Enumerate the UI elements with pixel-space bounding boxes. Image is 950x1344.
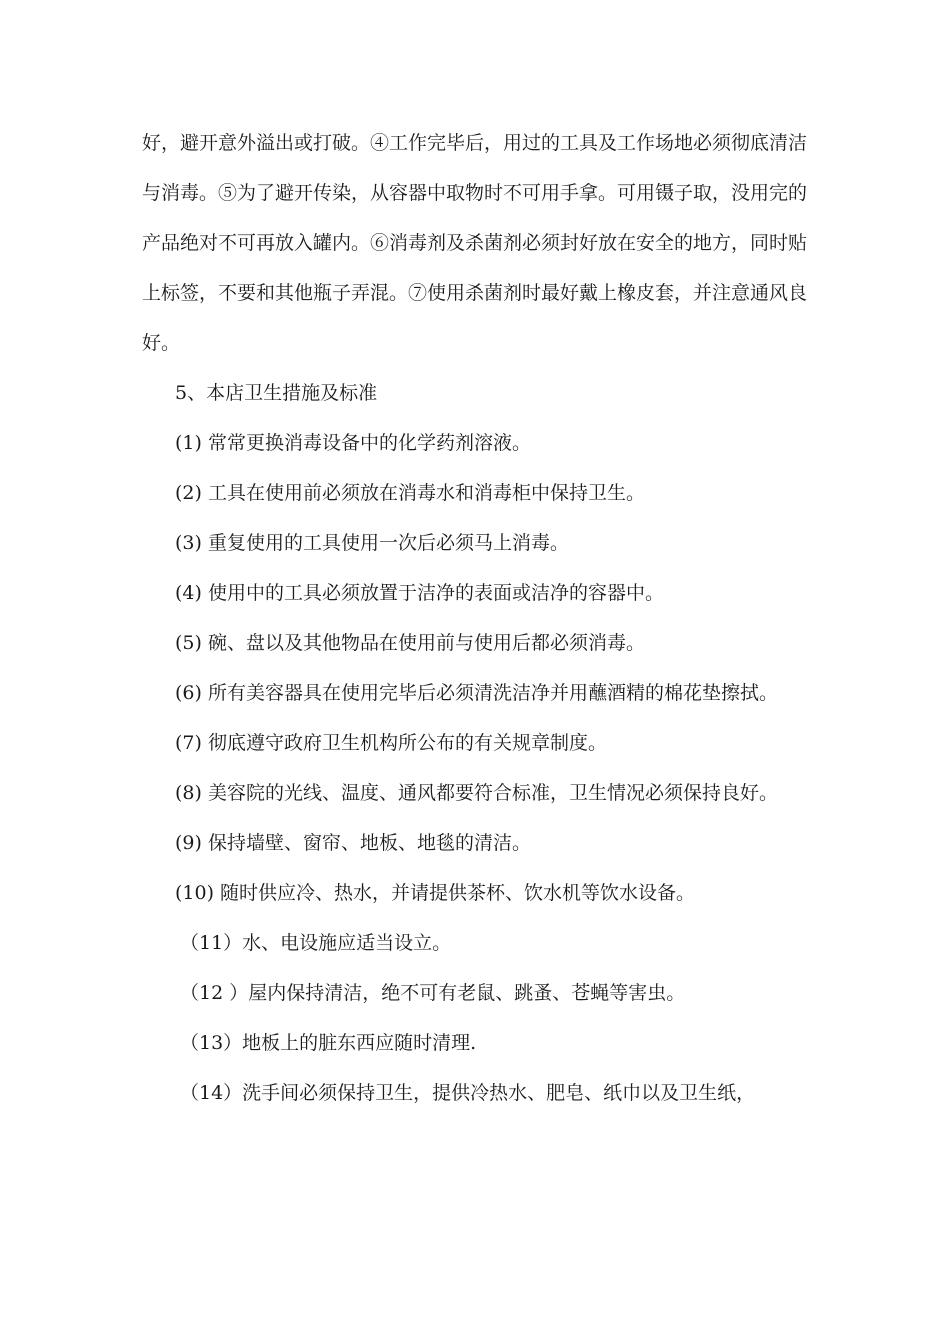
- list-item: (10) 随时供应冷、热水，并请提供茶杯、饮水机等饮水设备。: [175, 882, 696, 904]
- list-item: (1) 常常更换消毒设备中的化学药剂溶液。: [175, 432, 531, 454]
- list-item: (5) 碗、盘以及其他物品在使用前与使用后都必须消毒。: [175, 632, 645, 654]
- list-item: （13）地板上的脏东西应随时清理.: [180, 1032, 477, 1054]
- list-item: (8) 美容院的光线、温度、通风都要符合标准，卫生情况必须保持良好。: [175, 782, 778, 804]
- list-item: （12 ）屋内保持清洁，绝不可有老鼠、跳蚤、苍蝇等害虫。: [180, 982, 686, 1004]
- section-heading: 5、本店卫生措施及标准: [175, 382, 378, 404]
- document-body: [142, 118, 822, 1118]
- list-item: （11）水、电设施应适当设立。: [180, 932, 452, 954]
- paragraph-continuation: 好，避开意外溢出或打破。④工作完毕后，用过的工具及工作场地必须彻底清洁与消毒。⑤为了避开传染，从容器中取物时不可用手拿。可用镊子取，没用完的产品绝对不可再放入罐内。⑥消毒剂及杀菌剂必须封好放在安全的地方，同时贴上标签，不要和其他瓶子弄混。⑦使用杀菌剂时最好戴上橡皮套，并注意通风良好。: [142, 132, 808, 354]
- list-item: (3) 重复使用的工具使用一次后必须马上消毒。: [175, 532, 569, 554]
- list-item: （14）洗手间必须保持卫生，提供冷热水、肥皂、纸巾以及卫生纸，: [180, 1082, 756, 1104]
- list-item: (9) 保持墙壁、窗帘、地板、地毯的清洁。: [175, 832, 531, 854]
- list-item: (4) 使用中的工具必须放置于洁净的表面或洁净的容器中。: [175, 582, 664, 604]
- list-item: (7) 彻底遵守政府卫生机构所公布的有关规章制度。: [175, 732, 607, 754]
- list-item: (6) 所有美容器具在使用完毕后必须清洗洁净并用蘸酒精的棉花垫擦拭。: [175, 682, 778, 704]
- list-item: (2) 工具在使用前必须放在消毒水和消毒柜中保持卫生。: [175, 482, 645, 504]
